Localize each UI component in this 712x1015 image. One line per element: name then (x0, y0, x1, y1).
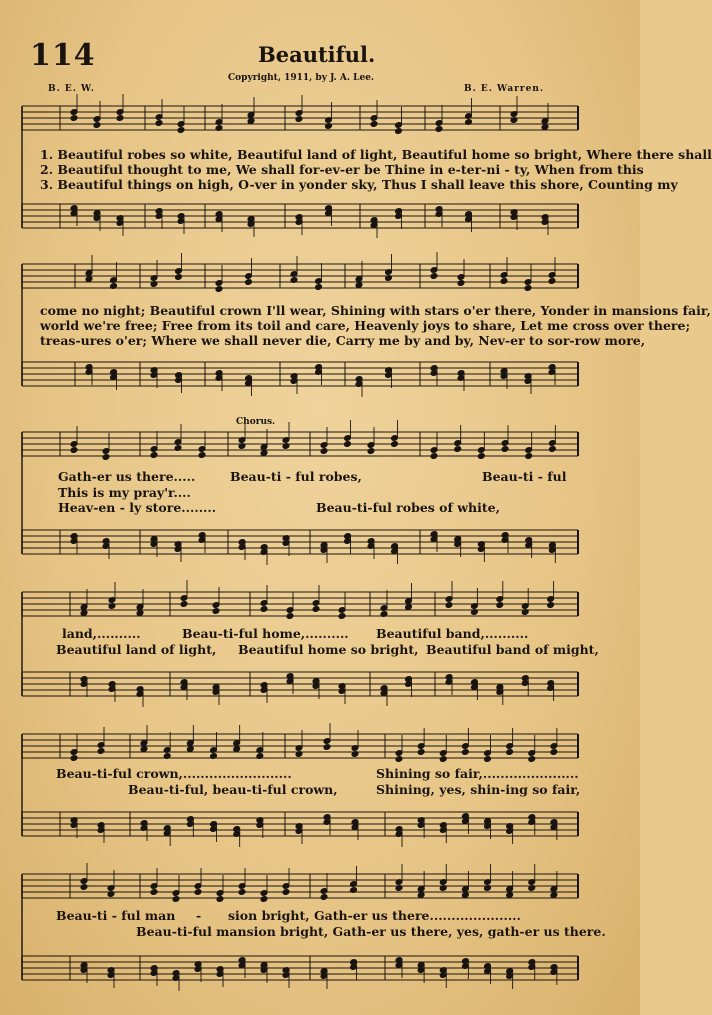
s6-upper-3: sion bright, Gath-er us there..................... (228, 908, 521, 923)
hymn-title: Beautiful. (258, 42, 376, 67)
copyright-line: Copyright, 1911, by J. A. Lee. (228, 73, 375, 83)
s6-upper-2: - (196, 908, 202, 923)
s4-upper-3: Beautiful band,.......... (376, 626, 529, 641)
s4-upper-1: land,.......... (62, 626, 141, 641)
verse-2-line-1: 2. Beautiful thought to me, We shall for-ev-er be Thine in e-ter-ni - ty, When from this (40, 162, 644, 177)
verse-1-line-1: 1. Beautiful robes so white, Beautiful land of light, Beautiful home so bright, Where there shall (40, 147, 712, 162)
lyricist-credit: B. E. W. (48, 84, 95, 94)
chorus-upper2-1: This is my pray'r.... (58, 485, 191, 500)
s4-upper-2: Beau-ti-ful home,.......... (182, 626, 349, 641)
chorus-upper-2: Beau-ti - ful robes, (230, 469, 362, 484)
chorus-upper2-2: Heav-en - ly store........ (58, 500, 217, 515)
s4-lower-1: Beautiful land of light, (56, 642, 217, 657)
s4-lower-3: Beautiful band of might, (426, 642, 599, 657)
s4-lower-2: Beautiful home so bright, (238, 642, 419, 657)
chorus-lower-1: Beau-ti-ful robes of white, (316, 500, 500, 515)
s5-upper-2: Shining so fair,...................... (376, 766, 579, 781)
verse-1-line-2: come no night; Beautiful crown I'll wear, Shining with stars o'er there, Yonder in mansions fair, (40, 303, 711, 318)
s5-upper-1: Beau-ti-ful crown,......................... (56, 766, 292, 781)
verse-3-line-1: 3. Beautiful things on high, O-ver in yonder sky, Thus I shall leave this shore, Counting my (40, 177, 678, 192)
hymn-number: 114 (30, 38, 96, 73)
s6-lower-1: Beau-ti-ful mansion bright, Gath-er us there, yes, gath-er us there. (136, 924, 606, 939)
chorus-upper-3: Beau-ti - ful (482, 469, 567, 484)
s5-lower-1: Beau-ti-ful, beau-ti-ful crown, (128, 782, 338, 797)
chorus-upper-1: Gath-er us there..... (58, 469, 196, 484)
chorus-label: Chorus. (236, 417, 276, 427)
verse-3-line-2: treas-ures o'er; Where we shall never die, Carry me by and by, Nev-er to sor-row more, (40, 333, 646, 348)
verse-2-line-2: world we're free; Free from its toil and care, Heavenly joys to share, Let me cross over there; (40, 318, 691, 333)
s5-lower-2: Shining, yes, shin-ing so fair, (376, 782, 581, 797)
composer-credit: B. E. Warren. (464, 84, 545, 94)
s6-upper-1: Beau-ti - ful man (56, 908, 176, 923)
